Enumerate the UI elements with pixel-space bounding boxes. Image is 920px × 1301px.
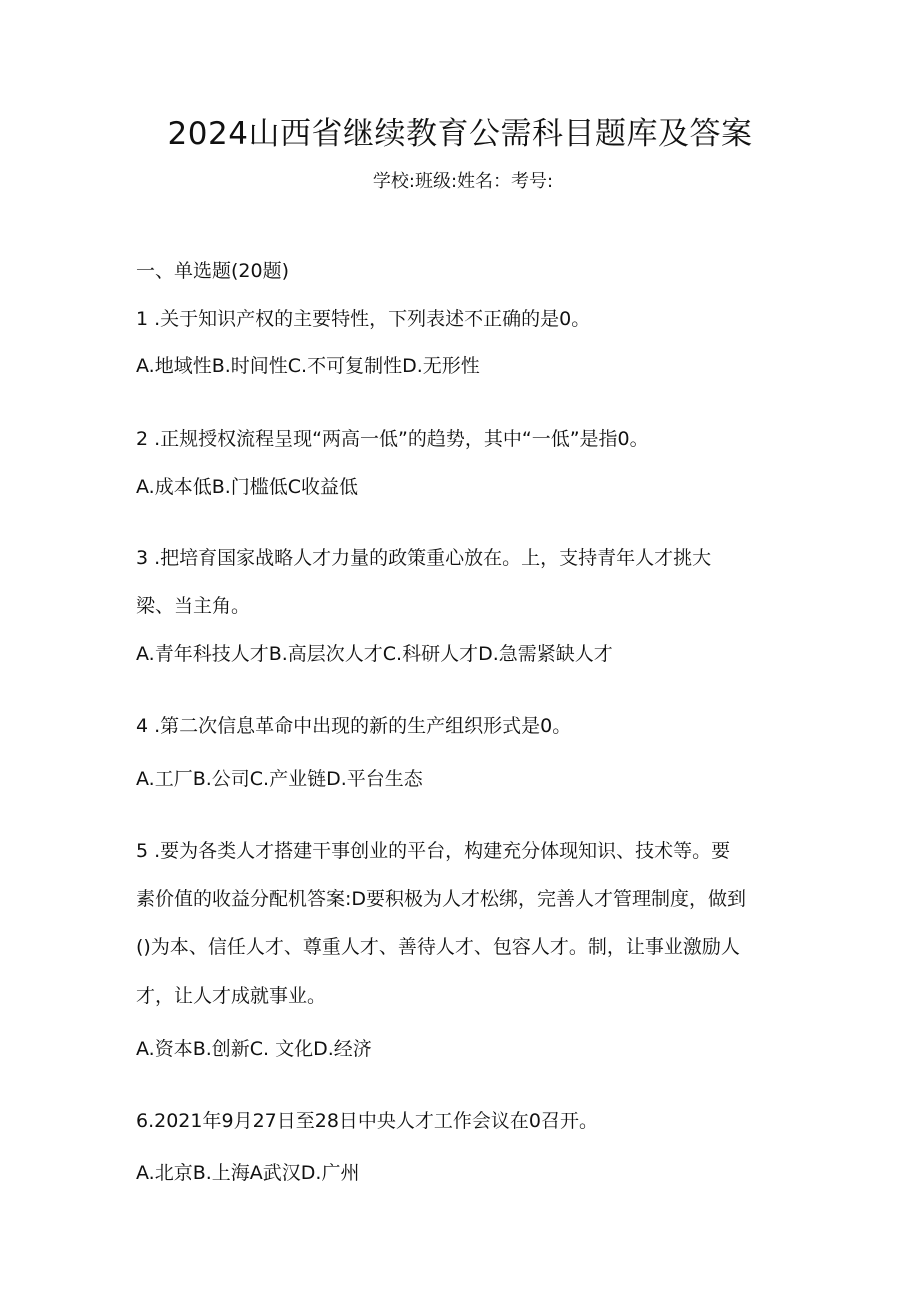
question-6-text: 6.2021年9月27日至28日中央人才工作会议在0召开。 — [136, 1110, 599, 1132]
document-subtitle: 学校:班级:姓名：考号: — [372, 171, 554, 192]
question-4-options: A.工厂B.公司C.产业链D.平台生态 — [136, 768, 423, 790]
question-5-text-line-3: ()为本、信任人才、尊重人才、善待人才、包容人才。制，让事业激励人 — [136, 936, 740, 958]
question-5-text-line-2: 素价值的收益分配机答案:D要积极为人才松绑，完善人才管理制度，做到 — [136, 888, 747, 910]
question-4-text: 4 .第二次信息革命中出现的新的生产组织形式是0。 — [136, 715, 572, 737]
question-2-text: 2 .正规授权流程呈现“两高一低”的趋势，其中“一低”是指0。 — [136, 428, 649, 450]
question-2-options: A.成本低B.门槛低C收益低 — [136, 476, 359, 498]
question-3-text-line-2: 梁、当主角。 — [136, 595, 251, 617]
document-title: 2024山西省继续教育公需科目题库及答案 — [167, 116, 753, 152]
question-1-text: 1 .关于知识产权的主要特性，下列表述不正确的是0。 — [136, 308, 591, 330]
question-6-options: A.北京B.上海A武汉D.广州 — [136, 1162, 360, 1184]
question-5-text-line-1: 5 .要为各类人才搭建干事创业的平台，构建充分体现知识、技术等。要 — [136, 840, 731, 862]
question-1-options: A.地域性B.时间性C.不可复制性D.无形性 — [136, 355, 480, 377]
question-5-text-line-4: 才，让人才成就事业。 — [136, 985, 327, 1007]
question-5-options: A.资本B.创新C. 文化D.经济 — [136, 1038, 372, 1060]
section-heading: 一、单选题(20题) — [136, 260, 290, 282]
question-3-options: A.青年科技人才B.高层次人才C.科研人才D.急需紧缺人才 — [136, 643, 613, 665]
question-3-text-line-1: 3 .把培育国家战略人才力量的政策重心放在。上，支持青年人才挑大 — [136, 547, 712, 569]
